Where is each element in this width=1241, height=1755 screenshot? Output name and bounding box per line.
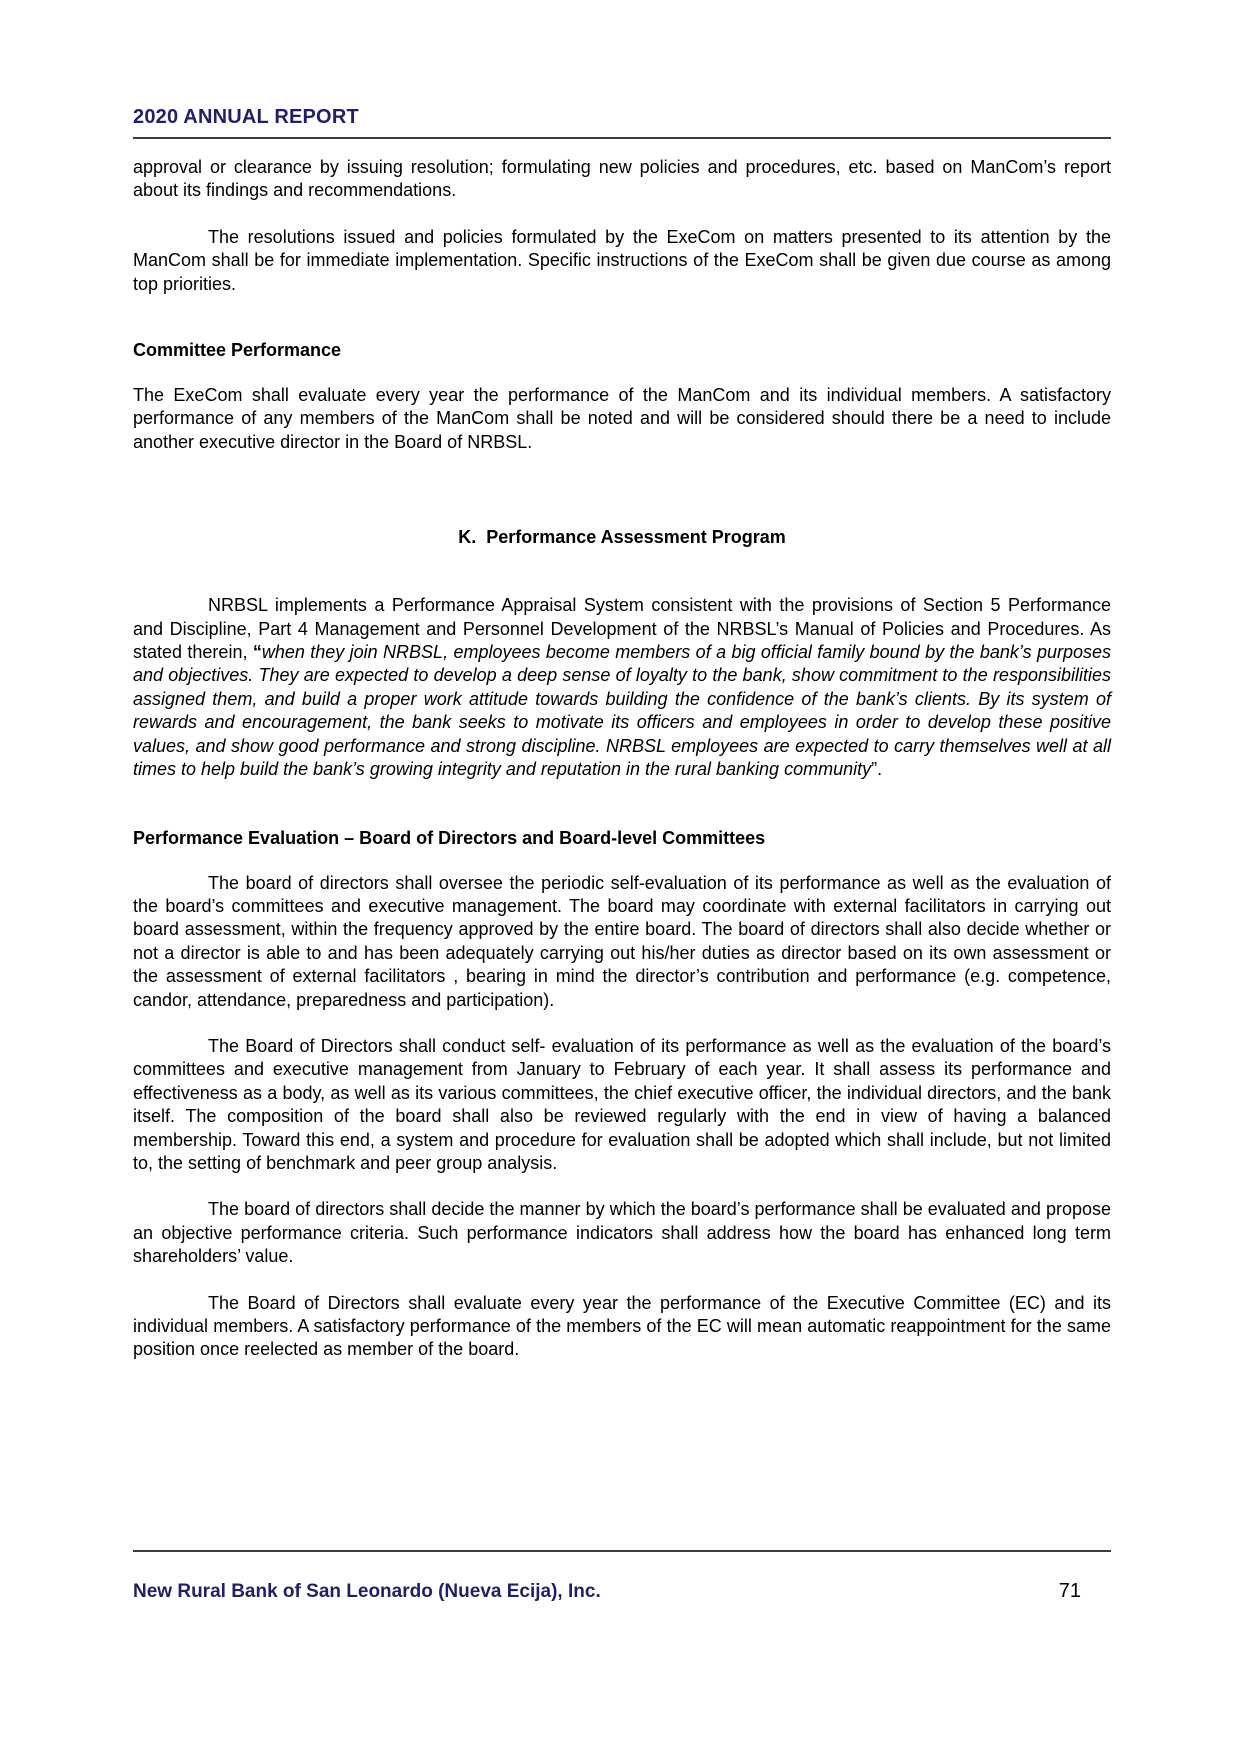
footer-bank-name: New Rural Bank of San Leonardo (Nueva Ecija), Inc. [133, 1581, 601, 1602]
paragraph-continuation: approval or clearance by issuing resolution; formulating new policies and procedures, etc. based on ManCom’s report about its findings and recommendations. [133, 157, 1111, 201]
paragraph-board-ec: The Board of Directors shall evaluate every year the performance of the Executive Committee (EC) and its individual members. A satisfactory performance of the members of the EC will mean automatic reappointment for the same position once reelected as member of the board. [133, 1292, 1111, 1360]
footer-row [133, 1580, 1111, 1603]
page-footer [133, 1550, 1111, 1603]
page-content [133, 0, 1111, 1385]
report-header-title: 2020 ANNUAL REPORT [133, 106, 359, 128]
heading-performance-assessment-program: K. Performance Assessment Program [458, 527, 786, 548]
page-header [133, 106, 1111, 139]
heading-committee-performance: Committee Performance [133, 340, 342, 361]
header-rule [133, 137, 1111, 139]
page-number: 71 [1058, 1580, 1081, 1602]
footer-rule [133, 1550, 1111, 1552]
heading-performance-evaluation: Performance Evaluation – Board of Directors and Board-level Committees [133, 827, 766, 848]
paragraph-board-conduct: The Board of Directors shall conduct self- evaluation of its performance as well as the evaluation of the board’s committees and executive management from January to February of each year. It shall assess its performance and effectiveness as a body, as well as its various committees, the chief executive officer, the individual directors, and the bank itself. The composition of the board shall also be reviewed regularly with the end in view of having a balanced membership. Toward this end, a system and procedure for evaluation shall be adopted which shall include, but not limited to, the setting of benchmark and peer group analysis. [133, 1035, 1111, 1173]
document-body [133, 156, 1111, 1362]
paragraph-execom-evaluate: The ExeCom shall evaluate every year the performance of the ManCom and its individual members. A satisfactory performance of any members of the ManCom shall be noted and will be considered should there be a need to include another executive director in the Board of NRBSL. [133, 385, 1111, 452]
paragraph-resolutions: The resolutions issued and policies formulated by the ExeCom on matters presented to its attention by the ManCom shall be for immediate implementation. Specific instructions of the ExeCom shall be given due course as among top priorities. [133, 226, 1111, 294]
paragraph-board-oversee: The board of directors shall oversee the periodic self-evaluation of its performance as well as the evaluation of the board’s committees and executive management. The board may coordinate with external facilitators in carrying out board assessment, within the frequency approved by the entire board. The board of directors shall also decide whether or not a director is able to and has been adequately carrying out his/her duties as director based on its own assessment or the assessment of external facilitators , bearing in mind the director’s contribution and performance (e.g. competence, candor, attendance, preparedness and participation). [133, 872, 1111, 1010]
paragraph-board-decide: The board of directors shall decide the manner by which the board’s performance shall be evaluated and propose an objective performance criteria. Such performance indicators shall address how the board has enhanced long term shareholders’ value. [133, 1199, 1111, 1267]
paragraph-nrbsl-quote: NRBSL implements a Performance Appraisal System consistent with the provisions of Section 5 Performance and Discipline, Part 4 Management and Personnel Development of the NRBSL’s Manual of Policies and Procedures. As stated therein, “when they join NRBSL, employees become members of a big official family bound by the bank’s purposes and objectives. They are expected to develop a deep sense of loyalty to the bank, show commitment to the responsibilities assigned them, and build a proper work attitude towards building the confidence of the bank’s clients. By its system of rewards and encouragement, the bank seeks to motivate its officers and employees in order to develop these positive values, and show good performance and strong discipline. NRBSL employees are expected to carry themselves well at all times to help build the bank’s growing integrity and reputation in the rural banking community”. [133, 595, 1112, 780]
